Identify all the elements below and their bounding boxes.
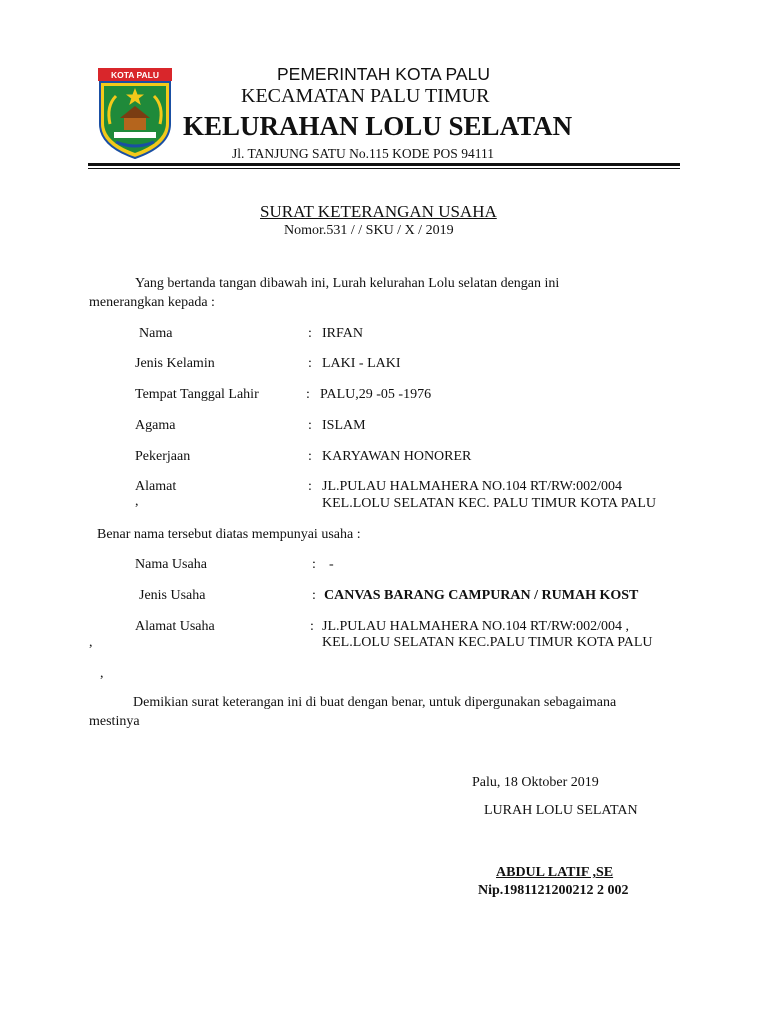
nama-value: IRFAN bbox=[322, 326, 363, 341]
nama-usaha-colon: : bbox=[312, 557, 316, 572]
agama-colon: : bbox=[308, 418, 312, 433]
pekerjaan-colon: : bbox=[308, 449, 312, 464]
ttl-label: Tempat Tanggal Lahir bbox=[135, 387, 259, 402]
header-line2: KECAMATAN PALU TIMUR bbox=[241, 85, 490, 107]
jk-value: LAKI - LAKI bbox=[322, 356, 401, 371]
header-address: Jl. TANJUNG SATU No.115 KODE POS 94111 bbox=[232, 146, 494, 161]
alamat-usaha-value-1: JL.PULAU HALMAHERA NO.104 RT/RW:002/004 , bbox=[322, 619, 630, 634]
pekerjaan-label: Pekerjaan bbox=[135, 449, 191, 464]
signature-name: ABDUL LATIF ,SE bbox=[496, 865, 614, 880]
alamat-colon: : bbox=[308, 479, 312, 494]
nama-colon: : bbox=[308, 326, 312, 341]
jk-colon: : bbox=[308, 356, 312, 371]
header-divider-thick bbox=[88, 163, 680, 166]
intro-line2: menerangkan kepada : bbox=[89, 295, 215, 310]
letter-number: Nomor.531 / / SKU / X / 2019 bbox=[284, 223, 454, 238]
closing-line2: mestinya bbox=[89, 714, 140, 729]
nama-label: Nama bbox=[139, 326, 173, 341]
ttl-colon: : bbox=[306, 387, 310, 402]
nama-usaha-label: Nama Usaha bbox=[135, 557, 207, 572]
signature-nip: Nip.1981121200212 2 002 bbox=[478, 883, 629, 898]
alamat-value-1: JL.PULAU HALMAHERA NO.104 RT/RW:002/004 bbox=[322, 479, 623, 494]
agama-value: ISLAM bbox=[322, 418, 366, 433]
signature-place-date: Palu, 18 Oktober 2019 bbox=[472, 775, 599, 790]
jenis-usaha-colon: : bbox=[312, 588, 316, 603]
jenis-usaha-value: CANVAS BARANG CAMPURAN / RUMAH KOST bbox=[324, 588, 639, 603]
alamat-usaha-value-2: KEL.LOLU SELATAN KEC.PALU TIMUR KOTA PALU bbox=[322, 635, 653, 650]
alamat-usaha-colon: : bbox=[310, 619, 314, 634]
closing-line1: Demikian surat keterangan ini di buat dengan benar, untuk dipergunakan sebagaimana bbox=[133, 695, 617, 710]
alamat-comma: , bbox=[135, 494, 139, 509]
agama-label: Agama bbox=[135, 418, 176, 433]
stray-comma: , bbox=[100, 666, 104, 681]
header-line3: KELURAHAN LOLU SELATAN bbox=[183, 111, 573, 141]
alamat-label: Alamat bbox=[135, 479, 177, 494]
house-body-icon bbox=[124, 118, 146, 130]
ttl-value: PALU,29 -05 -1976 bbox=[320, 387, 432, 402]
letter-title: SURAT KETERANGAN USAHA bbox=[260, 202, 497, 221]
jenis-usaha-label: Jenis Usaha bbox=[139, 588, 206, 603]
pekerjaan-value: KARYAWAN HONORER bbox=[322, 449, 472, 464]
alamat-value-2: KEL.LOLU SELATAN KEC. PALU TIMUR KOTA PALU bbox=[322, 496, 657, 511]
intro-line1: Yang bertanda tangan dibawah ini, Lurah kelurahan Lolu selatan dengan ini bbox=[135, 276, 560, 291]
header-divider-thin bbox=[88, 168, 680, 169]
business-intro: Benar nama tersebut diatas mempunyai usaha : bbox=[97, 527, 361, 542]
kota-palu-emblem bbox=[96, 66, 174, 160]
alamat-usaha-comma: , bbox=[89, 635, 93, 650]
emblem-ribbon bbox=[114, 132, 156, 138]
nama-usaha-value: - bbox=[329, 557, 334, 572]
jk-label: Jenis Kelamin bbox=[135, 356, 215, 371]
signature-position: LURAH LOLU SELATAN bbox=[484, 803, 638, 818]
header-line1: PEMERINTAH KOTA PALU bbox=[277, 64, 490, 84]
alamat-usaha-label: Alamat Usaha bbox=[135, 619, 215, 634]
emblem-banner-text: KOTA PALU bbox=[110, 70, 160, 80]
